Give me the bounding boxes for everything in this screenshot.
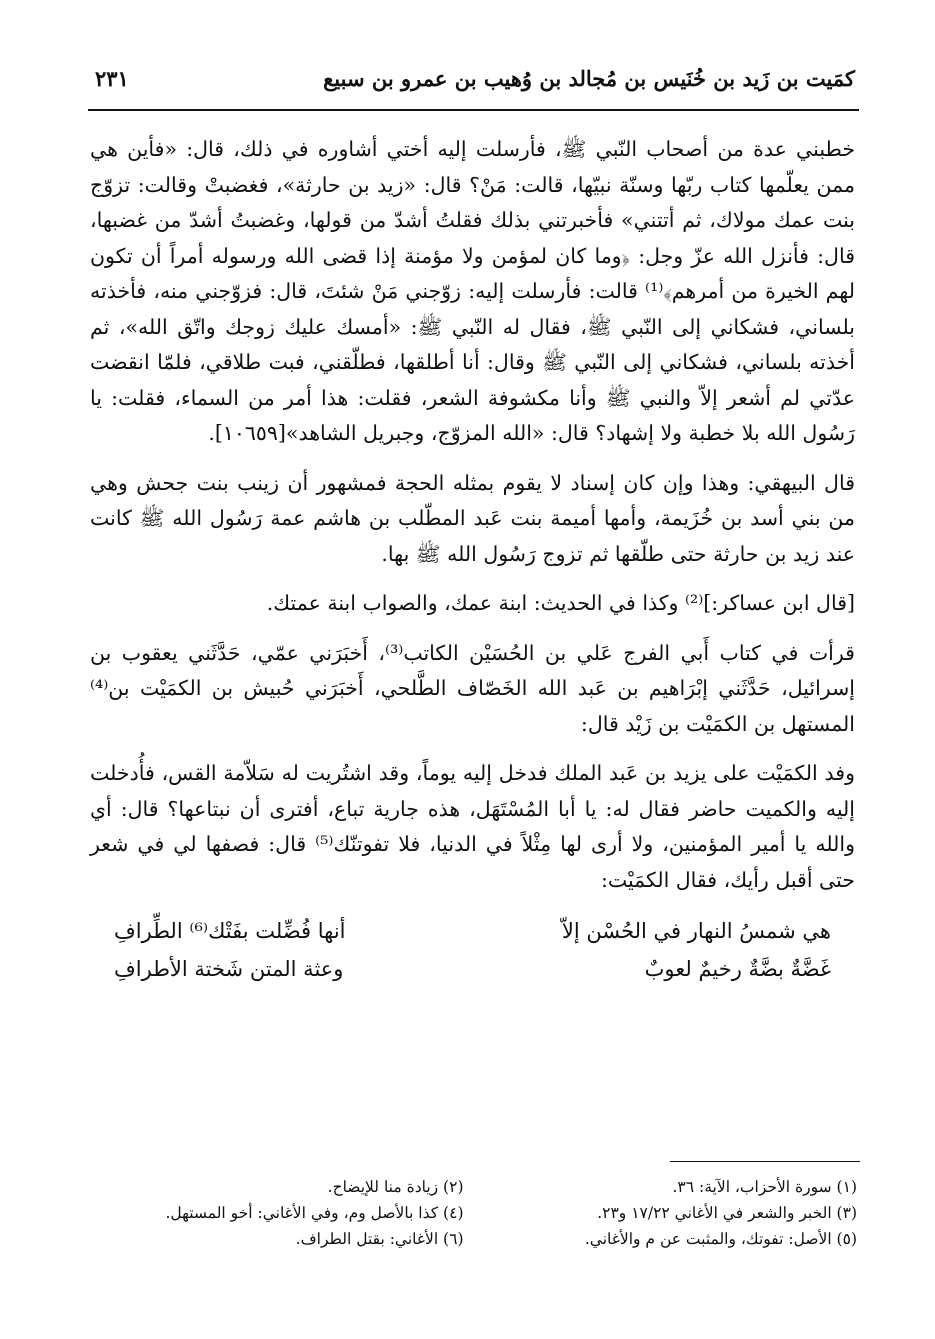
paragraph-hadith: خطبني عدة من أصحاب النّبي ﷺ، فأرسلت إليه أختي أشاوره في ذلك، قال: «فأين هي ممن يعلّمها كتاب ربّها وسنّة نبيّها، قالت: مَنْ؟ قال: «زيد بن حارثة»، فغضبتْ وقالت: تزوّج بنت عمك مولاك، ثم أتتني» فأخبرتني بذلك فقلتُ أشدّ من قولها، وغضبتُ أشدّ من غضبها، قال: فأنزل الله عزّ وجل: ﴿وما كان لمؤمن ولا مؤمنة إذا قضى الله ورسوله أمراً أن تكون لهم الخيرة من أمرهم﴾⁽¹⁾ قالت: فأرسلت إليه: زوّجني مَنْ شئتَ، قال: فزوّجني منه، فأخذته بلساني، فشكاني إلى النّبي ﷺ، فقال له النّبي ﷺ: «أمسك عليك زوجك واتّق الله»، ثم أخذته بلساني، فشكاني إلى النّبي ﷺ وقال: أنا أطلقها، فطلّقني، فبت طلاقي، فلمّا انقضت عدّتي لم أشعر إلاّ والنبي ﷺ وأنا مكشوفة الشعر، فقلت: هذا أمر من السماء، فقلت: يا رَسُول الله بلا خطبة ولا إشهاد؟ قال: «الله المزوّج، وجبريل الشاهد»[١٠٦٥٩]. xyxy=(90,137,855,445)
footnote: (١) سورة الأحزاب، الآية: ٣٦. xyxy=(672,1178,857,1196)
footnote: (٦) الأغاني: بقتل الطراف. xyxy=(295,1230,464,1248)
footnote: (٥) الأصل: تفوتك، والمثبت عن م والأغاني. xyxy=(584,1230,857,1248)
footnote-rule xyxy=(670,1161,860,1162)
verse-first-hemistich: هي شمسُ النهار في الحُسْن إلاّ xyxy=(561,919,831,943)
poem-verse xyxy=(90,950,855,988)
footnotes xyxy=(110,1174,857,1252)
running-header xyxy=(95,62,855,96)
footnote: (٢) زيادة منا للإيضاح. xyxy=(327,1178,464,1196)
paragraph-story: وفد الكمَيْت على يزيد بن عَبد الملك فدخل إليه يوماً، وقد اشتُريت له سَلاّمة القس، فأُدخلت إليه والكميت حاضر فقال له: يا أبا المُسْتَهَل، هذه جارية تباع، أفترى أن نبتاعها؟ قال: أي والله يا أمير المؤمنين، ولا أرى لها مِثْلاً في الدنيا، فلا تفوتنّك⁽⁵⁾ قال: فصفها لي في شعر حتى أقبل رأيك، فقال الكمَيْت: xyxy=(90,761,856,892)
paragraph-isnad: قرأت في كتاب أَبي الفرج عَلي بن الحُسَيْن الكاتب⁽³⁾، أَخبَرَني عمّي، حَدَّثَني يعقوب بن إسرائيل، حَدَّثَني إبْرَاهيم بن عَبد الله الخَصّاف الطَّلحي، أَخبَرَني حُبيش بن الكمَيْت بن⁽⁴⁾ المستهل بن الكمَيْت بن زَيْد قال: xyxy=(90,640,855,736)
paragraph-bayhaqi: قال البيهقي: وهذا وإن كان إسناد لا يقوم بمثله الحجة فمشهور أن زينب بنت جحش وهي من بني أسد بن خُزَيمة، وأمها أميمة بنت عَبد المطّلب بن هاشم عمة رَسُول الله ﷺ كانت عند زيد بن حارثة حتى طلّقها ثم تزوج رَسُول الله ﷺ بها. xyxy=(90,470,855,566)
paragraph-ibn-asakir: [قال ابن عساكر:]⁽²⁾ وكذا في الحديث: ابنة عمك، والصواب ابنة عمتك. xyxy=(266,591,855,615)
footnote: (٣) الخبر والشعر في الأغاني ١٧/٢٢ و٢٣. xyxy=(597,1204,857,1222)
header-title: كمَيت بن زَيد بن خُنَيس بن مُجالد بن وُهيب بن عمرو بن سبيع xyxy=(323,66,855,91)
header-rule xyxy=(88,109,859,111)
poem-verse xyxy=(90,912,855,950)
verse-second-hemistich: وعثة المتن شَختة الأطرافِ xyxy=(114,957,344,981)
verse-first-hemistich: غَضَّةٌ بضَّةٌ رخيمٌ لعوبٌ xyxy=(644,957,831,981)
page-number: ٢٣١ xyxy=(95,66,129,91)
footnote: (٤) كذا بالأصل وم، وفي الأغاني: أخو المستهل. xyxy=(165,1204,464,1222)
verse-second-hemistich: أنها فُضِّلت بفَتْك⁽⁶⁾ الطِّرافِ xyxy=(114,919,346,943)
main-text xyxy=(90,132,855,988)
